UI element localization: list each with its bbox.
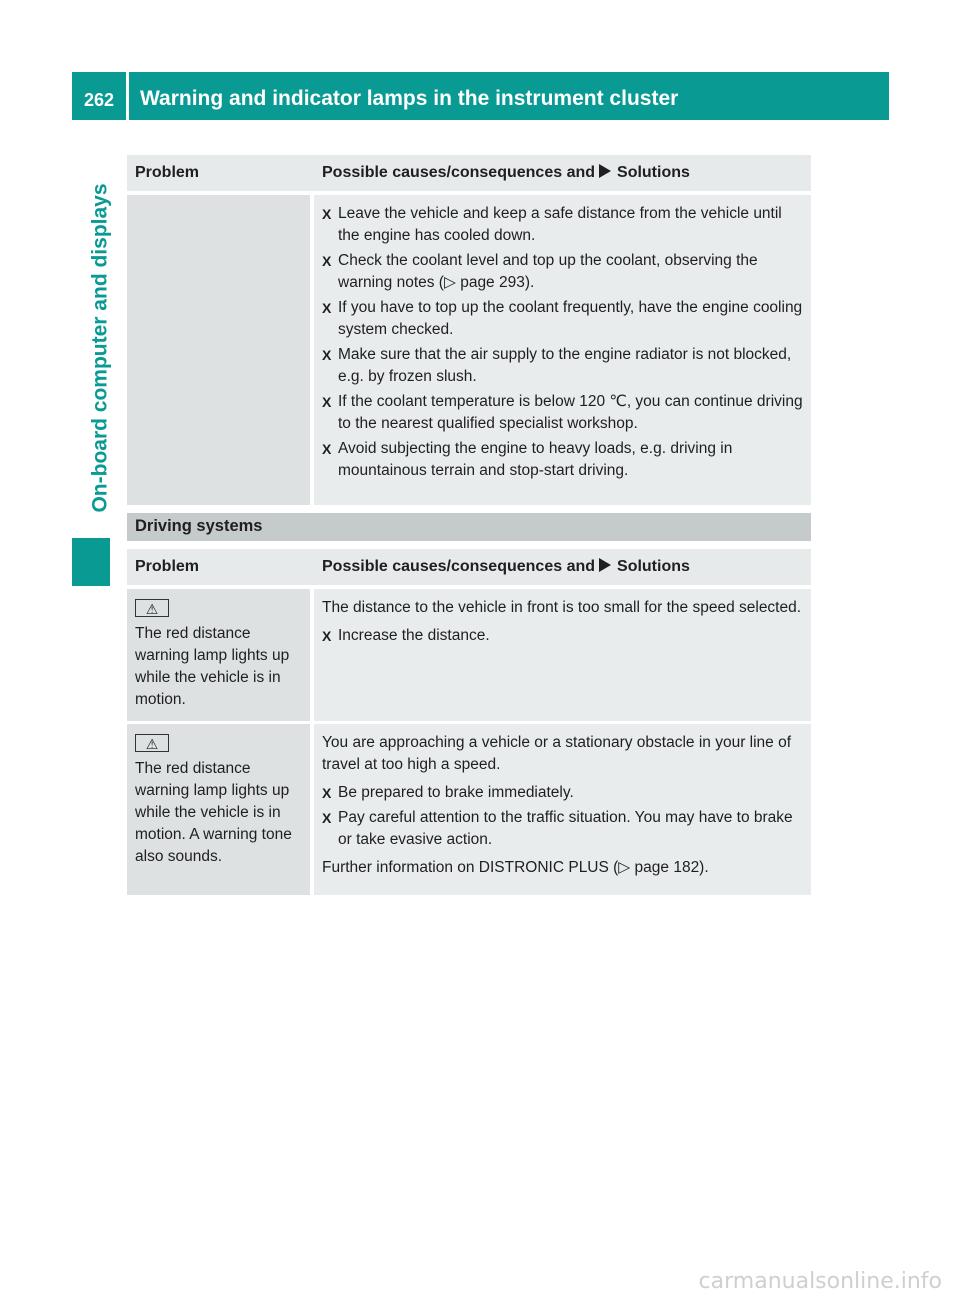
cause-text: The distance to the vehicle in front is too small for the speed selected. bbox=[322, 599, 802, 616]
column-header-problem-label: Problem bbox=[135, 558, 200, 575]
solution-cell bbox=[314, 195, 811, 505]
column-header-problem bbox=[127, 155, 314, 195]
column-header-solutions-label: Possible causes/consequences and bbox=[322, 164, 596, 181]
header-divider bbox=[126, 72, 129, 120]
side-tab-marker bbox=[72, 538, 110, 586]
list-item: X Avoid subjecting the engine to heavy loads, e.g. driving in mountainous terrain and stop-start driving. bbox=[322, 438, 803, 482]
list-item: X If you have to top up the coolant frequently, have the engine cooling system checked. bbox=[322, 297, 803, 341]
arrow-right-icon bbox=[599, 164, 611, 178]
column-header-solutions bbox=[314, 549, 811, 589]
list-item: X If the coolant temperature is below 120 ℃, you can continue driving to the nearest qualified specialist workshop. bbox=[322, 391, 803, 435]
list-item: X Be prepared to brake immediately. bbox=[322, 782, 803, 804]
problem-text: The red distance warning lamp lights up while the vehicle is in motion. bbox=[135, 625, 290, 708]
page-number: 262 bbox=[83, 89, 115, 110]
problem-cell bbox=[127, 589, 314, 721]
table-row bbox=[127, 721, 811, 895]
cause-text: You are approaching a vehicle or a stationary obstacle in your line of travel at too high a speed. bbox=[322, 734, 792, 773]
problem-cell bbox=[127, 195, 314, 505]
column-header-solutions-suffix: Solutions bbox=[617, 558, 690, 575]
list-item: X Pay careful attention to the traffic situation. You may have to brake or take evasive action. bbox=[322, 807, 803, 851]
side-tab bbox=[86, 168, 116, 528]
column-header-solutions bbox=[314, 155, 811, 195]
problem-text: The red distance warning lamp lights up while the vehicle is in motion. A warning tone also sounds. bbox=[135, 760, 292, 865]
distance-warning-lamp-icon: ⚠ bbox=[135, 599, 169, 617]
further-info-text: Further information on DISTRONIC PLUS (▷ page 182). bbox=[322, 859, 709, 876]
table-row bbox=[127, 195, 811, 505]
distance-warning-lamp-icon: ⚠ bbox=[135, 734, 169, 752]
coolant-table bbox=[127, 155, 811, 505]
table-row bbox=[127, 589, 811, 721]
driving-systems-table bbox=[127, 549, 811, 895]
section-heading: Driving systems bbox=[127, 513, 811, 541]
list-item: X Make sure that the air supply to the engine radiator is not blocked, e.g. by frozen slush. bbox=[322, 344, 803, 388]
solution-cell bbox=[314, 721, 811, 895]
column-header-problem bbox=[127, 549, 314, 589]
column-header-problem-label: Problem bbox=[135, 164, 200, 181]
column-header-solutions-label: Possible causes/consequences and bbox=[322, 558, 596, 575]
solution-cell bbox=[314, 589, 811, 721]
list-item: X Check the coolant level and top up the coolant, observing the warning notes (▷ page 293). bbox=[322, 250, 803, 294]
side-tab-label: On-board computer and displays bbox=[89, 183, 112, 513]
list-item: X Increase the distance. bbox=[322, 625, 803, 647]
arrow-right-icon bbox=[599, 558, 611, 572]
page-title: Warning and indicator lamps in the instrument cluster bbox=[140, 87, 679, 110]
column-header-solutions-suffix: Solutions bbox=[617, 164, 690, 181]
problem-cell bbox=[127, 721, 314, 895]
list-item: X Leave the vehicle and keep a safe distance from the vehicle until the engine has cooled down. bbox=[322, 203, 803, 247]
watermark: carmanualsonline.info bbox=[698, 1269, 942, 1294]
